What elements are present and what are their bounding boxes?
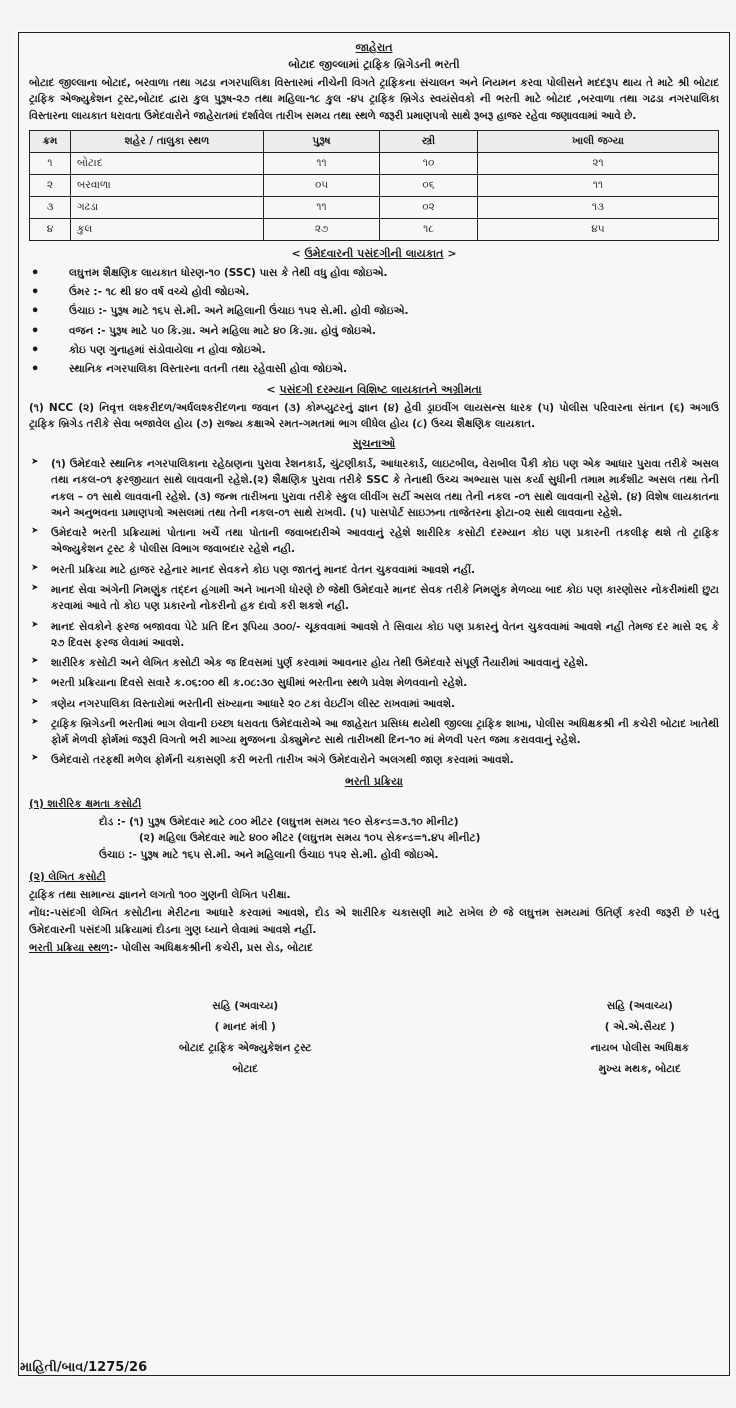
table-cell: ૧૧ <box>264 152 380 174</box>
instructions-heading <box>29 435 719 452</box>
selection-note: નોંધ:-પસંદગી લેખિત કસોટીના મેરીટના આધારે કરવામાં આવશે, દોડ એ શારીરિક ચકાસણી માટે રાખેલ છે જે લઘુત્તમ સમયમાં ઉતિર્ણ કરવી જરૂરી છે પરંતુ ઉમેદવારની પસંદગી પ્રક્રિયામાં દોડના ગુણ ધ્યાને લેવામાં આવશે નહીં. <box>29 907 719 936</box>
list-item: ➤ ભરતી પ્રક્રિયાના દિવસે સવારે ક.૦૬:૦૦ થી ક.૦૮:૩૦ સુધીમાં ભરતીના સ્થળે પ્રવેશ મેળવવાનો રહેશે. <box>29 675 719 691</box>
table-cell: ૧૮ <box>380 218 478 240</box>
footer-reference: માહિતી/બાવ/1275/26 <box>20 1360 148 1375</box>
run-male-text: દોડ :- (૧) પુરૂષ ઉમેદવાર માટે ૮૦૦ મીટર (લઘુત્તમ સમય ૧૯૦ સેકન્ડ=૩.૧૦ મીનીટ) <box>99 815 459 828</box>
signature-line: બોટાદ <box>232 1063 259 1076</box>
table-cell: બોટાદ <box>71 152 264 174</box>
vacancy-table <box>29 130 719 241</box>
list-item: ➤ ટ્રાફિક બ્રિગેડની ભરતીમાં ભાગ લેવાની ઇચ્છા ધરાવતા ઉમેદવારોએ આ જાહેરાત પ્રસિધ્ધ થયેથી જીલ્લા ટ્રાફિક શાખા, પોલીસ અધિક્ષકશ્રી ની કચેરી બોટાદ ખાતેથી ફોર્મ મેળવી ફોર્મમાં જરૂરી વિગતો ભરી માગ્યા મુજબના ડોક્યુમેન્ટ સાથે તારીખથી દિન-૧૦ માં મેળવી પરત જમા કરાવવાનું રહેશે. <box>29 716 719 749</box>
table-cell: ૨૭ <box>264 218 380 240</box>
signature-right <box>591 996 689 1080</box>
eligibility-heading: < ઉમેદવારની પસંદગીની લાયકાત > <box>291 246 457 260</box>
preference-text: (૧) NCC (૨) નિવૃત્ત લશ્કરીદળ/અર્ધલશ્કરીદળના જવાન (૩) કોમ્પ્યુટરનું જ્ઞાન (૪) હેવી ડ્રાઇવીંગ લાયસન્સ ધારક (૫) પોલીસ પરિવારના સંતાન (૬) અગાઉ ટ્રાફિક બ્રિગેડ તરીકે સેવા બજાવેલ હોય (૭) રાજ્ય કક્ષાએ રમત-ગમતમાં ભાગ લીધેલ હોય (૮) ઉચ્ચ શૈક્ષણિક લાયકાત. <box>29 401 719 430</box>
table-cell: બરવાળા <box>71 174 264 196</box>
table-cell: ૧ <box>30 152 71 174</box>
table-row <box>30 196 719 218</box>
list-item: ➤ ઉમેદવારો તરફથી મળેલ ફોર્મની ચકાસણી કરી ભરતી તારીખ અંગે ઉમેદવારોને અલગથી જાણ કરવામાં આવશે. <box>29 752 719 768</box>
signature-line: ( માનદ મંત્રી ) <box>214 1021 276 1034</box>
list-item: • ઉંમર :- ૧૮ થી ૪૦ વર્ષ વચ્ચે હોવી જોઇએ. <box>29 284 719 300</box>
signature-line: બોટાદ ટ્રાફિક એજ્યુકેશન ટ્રસ્ટ <box>179 1042 312 1055</box>
table-header-cell: સ્ત્રી <box>380 130 478 152</box>
list-item: ➤ માનદ સેવા અંગેની નિમણુંક તદ્દન હંગામી અને ખાનગી ધોરણે છે જેથી ઉમેદવારે માનદ સેવક તરીકે નિમણુંક મેળવ્યા બાદ કોઇ પણ કારણોસર નોકરીમાંથી છુટા કરવામાં આવે તો કોઇ પણ પ્રકારનો નોકરીનો હક દાવો કરી શકશે નહી. <box>29 582 719 615</box>
table-cell: ૨૧ <box>477 152 718 174</box>
venue-line <box>29 940 719 956</box>
venue-label: ભરતી પ્રક્રિયા સ્થળ <box>29 941 110 954</box>
notice-title: જાહેરાત <box>355 41 393 54</box>
notice-subtitle: બોટાદ જીલ્લામાં ટ્રાફિક બ્રિગેડની ભરતી <box>288 58 460 72</box>
list-item: • વજન :- પુરૂષ માટે ૫૦ કિ.ગ્રા. અને મહિલા માટે ૪૦ કિ.ગ્રા. હોવું જોઇએ. <box>29 323 719 339</box>
venue-value: :- પોલીસ અધિક્ષકશ્રીની કચેરી, પ્રસ રોડ, બોટાદ <box>109 941 313 954</box>
preference-title: પસંદગી દરમ્યાન વિશિષ્ટ લાયકાતને અગ્રીમતા <box>279 382 482 396</box>
table-header-cell: પુરૂષ <box>264 130 380 152</box>
table-cell: ૧૩ <box>477 196 718 218</box>
advertisement-frame <box>18 32 730 1376</box>
table-cell: ગઢડા <box>71 196 264 218</box>
table-cell: ૦૬ <box>380 174 478 196</box>
written-test-text: ટ્રાફિક તથા સામાન્ય જ્ઞાનને લગતો ૧૦૦ ગુણની લેખિત પરીક્ષા. <box>29 889 291 902</box>
table-row <box>30 174 719 196</box>
eligibility-title: ઉમેદવારની પસંદગીની લાયકાત <box>304 246 444 260</box>
list-item: ➤ ભરતી પ્રક્રિયા માટે હાજર રહેનાર માનદ સેવકને કોઇ પણ જાતનું માનદ વેતન ચુકવવામાં આવશે નહીં. <box>29 562 719 578</box>
table-cell: ૧૧ <box>477 174 718 196</box>
physical-test-title: (૧) શારીરિક ક્ષમતા કસોટી <box>29 797 142 810</box>
instructions-list <box>29 456 719 769</box>
table-cell: ૨ <box>30 174 71 196</box>
table-cell: ૪૫ <box>477 218 718 240</box>
table-cell: કુલ <box>71 218 264 240</box>
signature-line: મુખ્ય મથક, બોટાદ <box>598 1063 681 1076</box>
list-item: ➤ ઉમેદવારે ભરતી પ્રક્રિયામાં પોતાના ખર્ચે તથા પોતાની જવાબદારીએ આવવાનું રહેશે શારીરિક કસોટી દરમ્યાન કોઇ પણ પ્રકારની તકલીફ થશે તો ટ્રાફિક એજ્યુકેશન ટ્રસ્ટ કે પોલીસ વિભાગ જવાબદાર રહેશે નહી. <box>29 525 719 558</box>
list-item: • લઘુત્તમ શૈક્ષણિક લાયકાત ધોરણ-૧૦ (SSC) પાસ કે તેથી વધુ હોવા જોઇએ. <box>29 265 719 281</box>
table-cell: ૧૦ <box>380 152 478 174</box>
table-row <box>30 218 719 240</box>
signature-line: સહિ (અવાચ્ય) <box>606 1000 673 1013</box>
table-cell: ૦૨ <box>380 196 478 218</box>
list-item: ➤ શારીરિક કસોટી અને લેખિત કસોટી એક જ દિવસમાં પુર્ણ કરવામાં આવનાર હોય તેથી ઉમેદવારે સંપૂર્ણ તૈયારીમાં આવવાનું રહેશે. <box>29 655 719 671</box>
notice-intro: બોટાદ જીલ્લાના બોટાદ, બરવાળા તથા ગઢડા નગરપાલિકા વિસ્તારમાં નીચેની વિગતે ટ્રાફિકના સંચાલન અને નિયમન કરવા પોલીસને મદદરૂપ થાય તે માટે શ્રી બોટાદ ટ્રાફિક એજ્યુકેશન ટ્રસ્ટ,બોટાદ દ્વારા કુલ પુરૂષ-૨૭ તથા મહિલા-૧૮ કુલ -૪૫ ટ્રાફિક બ્રિગેડ સ્વયંસેવકો ની ભરતી માટે બોટાદ ,બરવાળા તથા ગઢડા નગરપાલિકા વિસ્તારના લાયકાત ધરાવતા ઉમેદવારોને જાહેરાતમાં દર્શાવેલ તારીખ સમય તથા સ્થળે જરૂરી પ્રમાણપત્રો સાથે રૂબરૂ હાજર રહેવા જણાવવામાં આવે છે. <box>29 77 719 122</box>
signature-line: ( એ.એ.સૈયદ ) <box>604 1021 675 1034</box>
table-cell: ૩ <box>30 196 71 218</box>
table-header-cell: ક્રમ <box>30 130 71 152</box>
eligibility-list <box>29 265 719 378</box>
list-item: • સ્થાનિક નગરપાલિકા વિસ્તારના વતની તથા રહેવાસી હોવા જોઇએ. <box>29 361 719 377</box>
signature-row <box>29 996 719 1080</box>
preference-heading: < પસંદગી દરમ્યાન વિશિષ્ટ લાયકાતને અગ્રીમતા <box>266 382 482 396</box>
process-title: ભરતી પ્રક્રિયા <box>345 774 403 788</box>
run-female-text: (૨) મહિલા ઉમેદવાર માટે ૪૦૦ મીટર (લઘુત્તમ સમય ૧૦૫ સેકન્ડ=૧.૪૫ મીનીટ) <box>139 832 481 845</box>
height-text: ઉંચાઇ :- પુરૂષ માટે ૧૬૫ સે.મી. અને મહિલાની ઉંચાઇ ૧૫૨ સે.મી. હોવી જોઇએ. <box>99 848 439 861</box>
table-cell: ૪ <box>30 218 71 240</box>
table-header-cell: શહેર / તાલુકા સ્થળ <box>71 130 264 152</box>
signature-left <box>179 996 311 1080</box>
signature-line: નાયબ પોલીસ અધિક્ષક <box>590 1042 689 1055</box>
table-row <box>30 152 719 174</box>
advertisement-content <box>19 33 729 1080</box>
list-item: ➤ ત્રણેય નગરપાલિકા વિસ્તારોમાં ભરતીની સંખ્યાના આધારે ૨૦ ટકા વેઇટીંગ લીસ્ટ રાખવામાં આવશે. <box>29 696 719 712</box>
list-item: ➤ માનદ સેવકોને ફરજ બજાવવા પેટે પ્રતિ દિન રૂપિયા ૩૦૦/- ચૂકવવામાં આવશે તે સિવાય કોઇ પણ પ્રકારનું વેતન ચુકવવામાં આવશે નહી તેમજ દર માસે ૨૬ કે ૨૭ દિવસ ફરજ લેવામાં આવશે. <box>29 619 719 652</box>
list-item: ➤ (૧) ઉમેદવારે સ્થાનિક નગરપાલિકાના રહેઠાણના પુરાવા રેશનકાર્ડ, ચુંટણીકાર્ડ, આધારકાર્ડ, લાઇટબીલ, વેરાબીલ પૈકી કોઇ પણ એક આધાર પુરાવા તરીકે અસલ તથા નકલ-૦૧ ફરજીયાત સાથે લાવવાની રહેશે.(૨) શૈક્ષણિક પુરાવા તરીકે SSC કે તેનાથી ઉચ્ચ અભ્યાસ પાસ કર્યા સુધીની તમામ માર્કશીટ અસલ તથા તેની નકલ – ૦૧ સાથે લાવવાની રહેશે. (૩) જન્મ તારીખના પુરાવા તરીકે સ્કુલ લીવીંગ સર્ટી અસલ તથા તેની નકલ -૦૧ સાથે લાવવાની રહેશે. (૪) વિશેષ લાયકાતના અને અનુભવના પ્રમાણપત્રો અસલમાં તથા તેની નકલ-૦૧ સાથે રાખવી. (૫) પાસપોર્ટ સાઇઝના તાજેતરના ફોટા-૦૨ સાથે લાવવાના રહેશે. <box>29 456 719 521</box>
list-item: • કોઇ પણ ગુનાહમાં સંડોવાયેલા ન હોવા જોઇએ. <box>29 342 719 358</box>
written-test-title: (૨) લેખિત કસોટી <box>29 870 106 883</box>
process-heading <box>29 773 719 790</box>
table-cell: ૦૫ <box>264 174 380 196</box>
newspaper-clipping <box>12 28 734 1380</box>
signature-line: સહિ (અવાચ્ય) <box>212 1000 279 1013</box>
table-header-row <box>30 130 719 152</box>
table-header-cell: ખાલી જગ્યા <box>477 130 718 152</box>
table-cell: ૧૧ <box>264 196 380 218</box>
instructions-title: સુચનાઓ <box>352 437 396 451</box>
list-item: • ઉંચાઇ :- પુરૂષ માટે ૧૬૫ સે.મી. અને મહિલાની ઉંચાઇ ૧૫૨ સે.મી. હોવી જોઇએ. <box>29 303 719 319</box>
